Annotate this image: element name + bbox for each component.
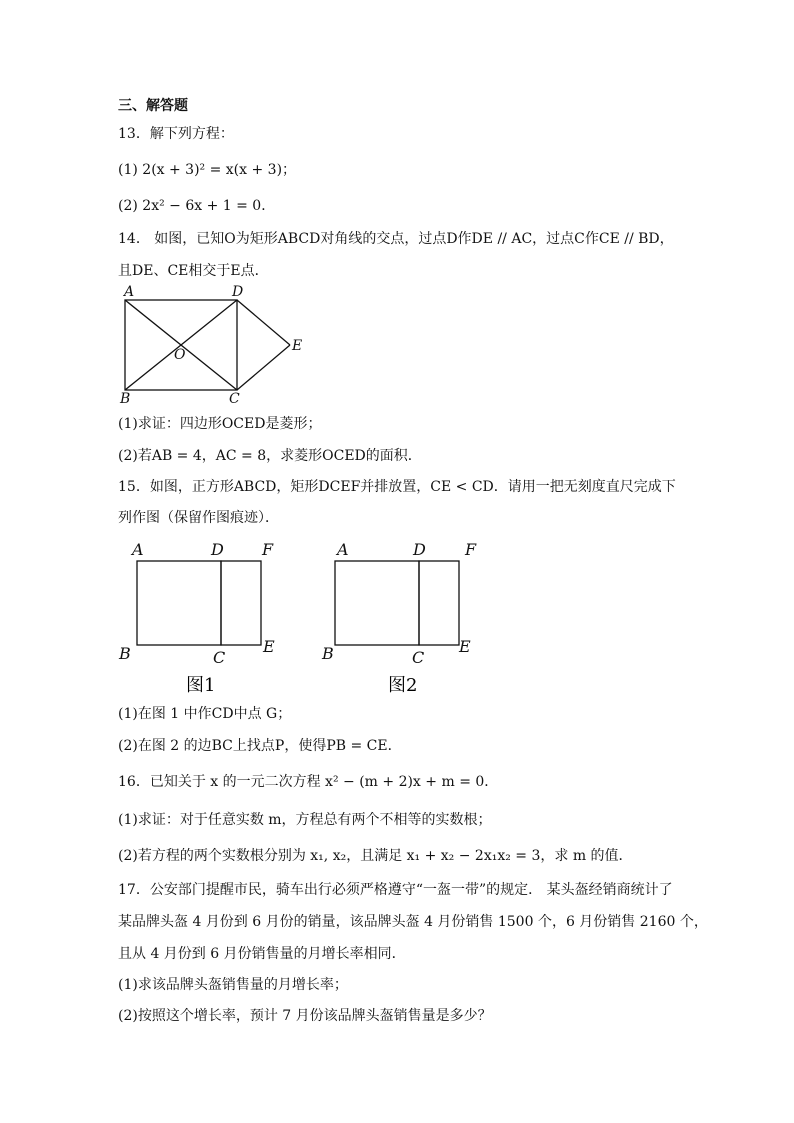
fig2-label-c: C xyxy=(412,648,425,667)
q17-part1: (1)求该品牌头盔销售量的月增长率； xyxy=(118,977,348,993)
fig1-label-d: D xyxy=(211,540,224,559)
label-c: C xyxy=(229,391,240,407)
segment-de xyxy=(237,300,290,345)
q17-part2: (2)按照这个增长率，预计 7 月份该品牌头盔销售量是多少？ xyxy=(118,1008,492,1024)
fig2-label-b: B xyxy=(322,644,334,663)
q15-figure-2 xyxy=(321,540,477,696)
q14-stem-line2: 且DE、CE相交于E点． xyxy=(118,263,269,279)
label-o: O xyxy=(174,347,186,363)
q14-part1: (1)求证：四边形OCED是菱形； xyxy=(118,416,322,432)
fig1-label-c: C xyxy=(213,648,226,667)
q15-part1: (1)在图 1 中作CD中点 G； xyxy=(118,706,292,722)
q16-part1: (1)求证：对于任意实数 m，方程总有两个不相等的实数根； xyxy=(118,812,492,828)
square-abcd xyxy=(137,561,221,645)
fig1-caption: 图1 xyxy=(186,675,216,696)
fig2-caption: 图2 xyxy=(388,675,418,696)
fig2-label-a: A xyxy=(337,540,349,559)
q15-part2: (2)在图 2 的边BC上找点P，使得PB = CE． xyxy=(118,738,402,754)
fig1-label-e: E xyxy=(263,637,275,656)
fig1-label-a: A xyxy=(132,540,144,559)
q17-stem-line3: 且从 4 月份到 6 月份销售量的月增长率相同． xyxy=(118,946,406,962)
segment-ce xyxy=(237,345,290,390)
q15-stem-line2: 列作图（保留作图痕迹）． xyxy=(118,510,279,526)
fig1-label-f: F xyxy=(262,540,274,559)
fig2-label-d: D xyxy=(413,540,426,559)
q13-part2: (2) 2x² − 6x + 1 = 0． xyxy=(118,198,276,214)
label-d: D xyxy=(232,284,244,300)
q15-figure-1 xyxy=(118,540,275,696)
rectangle-dcef-2 xyxy=(419,561,459,645)
q17-stem-line1: 17．公安部门提醒市民，骑车出行必须严格遵守“一盔一带”的规定． 某头盔经销商统计了 xyxy=(118,882,673,898)
q14-part2: (2)若AB = 4，AC = 8，求菱形OCED的面积． xyxy=(118,448,422,464)
label-a: A xyxy=(124,284,135,300)
label-b: B xyxy=(120,391,131,407)
fig1-label-b: B xyxy=(119,644,131,663)
rectangle-dcef xyxy=(221,561,261,645)
square-abcd-2 xyxy=(335,561,419,645)
q15-stem-line1: 15．如图，正方形ABCD，矩形DCEF并排放置，CE < CD．请用一把无刻度直尺完成下 xyxy=(118,479,676,495)
fig2-label-e: E xyxy=(459,637,471,656)
q15-figures xyxy=(110,535,510,700)
section-heading: 三、解答题 xyxy=(118,98,188,114)
q17-stem-line2: 某品牌头盔 4 月份到 6 月份的销量，该品牌头盔 4 月份销售 1500 个，6 月份销售 2160 个， xyxy=(118,914,708,930)
q16-stem: 16．已知关于 x 的一元二次方程 x² − (m + 2)x + m = 0． xyxy=(118,774,499,790)
q14-figure xyxy=(110,282,310,407)
q13-stem: 13．解下列方程： xyxy=(118,126,234,142)
q16-part2: (2)若方程的两个实数根分别为 x₁, x₂，且满足 x₁ + x₂ − 2x₁x₂ = 3，求 m 的值． xyxy=(118,848,633,864)
q13-part1: (1) 2(x + 3)² = x(x + 3)； xyxy=(118,162,297,178)
label-e: E xyxy=(292,338,303,354)
q14-stem-line1: 14． 如图，已知O为矩形ABCD对角线的交点，过点D作DE // AC，过点C作CE // BD， xyxy=(118,231,674,247)
fig2-label-f: F xyxy=(465,540,477,559)
